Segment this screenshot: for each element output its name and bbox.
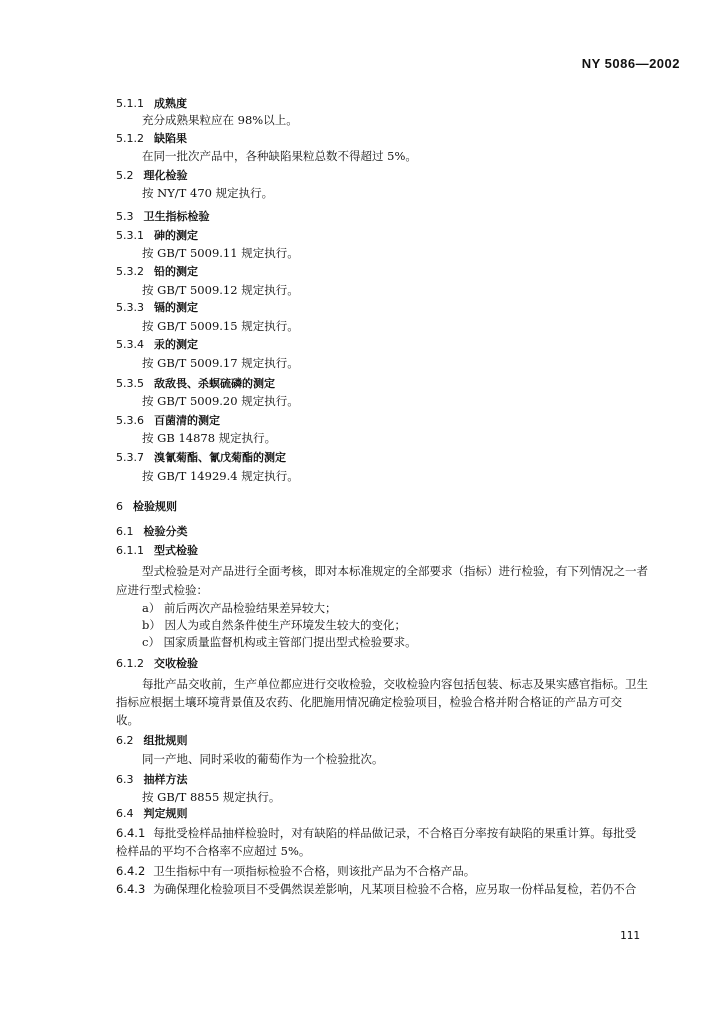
section-heading [116,300,198,315]
section-heading [116,131,187,146]
clause-number: 6.4.3 [116,882,146,896]
section-number: 6 [116,500,123,513]
section-number: 5.3.6 [116,414,144,427]
section-number: 5.3 [116,210,134,223]
clause-text: 卫生指标中有一项指标检验不合格，则该批产品为不合格产品。 [153,864,476,878]
section-title: 百菌清的测定 [154,414,220,427]
section-heading [116,376,275,391]
paragraph-line: 按 GB/T 5009.11 规定执行。 [142,246,299,260]
section-heading [116,228,198,243]
section-title: 检验分类 [143,525,188,538]
list-item: c） 国家质量监督机构或主管部门提出型式检验要求。 [142,635,417,649]
clause-text: 为确保理化检验项目不受偶然误差影响，凡某项目检验不合格，应另取一份样品复检，若仍不合 [153,882,637,896]
paragraph-line: 按 GB/T 5009.12 规定执行。 [142,283,299,297]
section-title: 检验规则 [133,500,177,513]
section-heading [116,264,198,279]
section-title: 型式检验 [154,544,198,557]
section-number: 5.3.7 [116,451,144,464]
section-heading [116,543,198,558]
paragraph-line: 收。 [116,713,139,727]
section-number: 5.3.5 [116,377,144,390]
section-title: 抽样方法 [143,773,188,786]
section-title: 理化检验 [143,169,188,182]
paragraph-line: 在同一批次产品中，各种缺陷果粒总数不得超过 5%。 [142,149,417,163]
section-number: 6.4 [116,807,134,820]
section-title: 汞的测定 [154,338,198,351]
section-heading [116,772,188,787]
paragraph-line: 按 GB 14878 规定执行。 [142,431,277,445]
paragraph-line: 充分成熟果粒应在 98%以上。 [142,113,298,127]
section-title: 判定规则 [143,807,188,820]
section-title: 交收检验 [154,657,198,670]
section-heading [116,806,188,821]
paragraph-line: 同一产地、同时采收的葡萄作为一个检验批次。 [142,752,384,766]
paragraph-line: 按 GB/T 8855 规定执行。 [142,790,281,804]
section-heading [116,337,198,352]
section-title: 溴氰菊酯、氰戊菊酯的测定 [154,451,286,464]
paragraph-line: 按 GB/T 14929.4 规定执行。 [142,469,299,483]
clause-text: 每批受检样品抽样检验时，对有缺陷的样品做记录，不合格百分率按有缺陷的果重计算。每批受 [153,826,637,840]
section-number: 5.2 [116,169,134,182]
section-number: 6.1 [116,525,134,538]
section-number: 5.3.3 [116,301,144,314]
section-heading [116,499,177,514]
section-heading [116,450,286,465]
section-title: 铅的测定 [154,265,198,278]
paragraph-line: 每批产品交收前，生产单位都应进行交收检验，交收检验内容包括包装、标志及果实感官指标。卫生 [142,677,648,691]
section-heading [116,733,188,748]
clause-paragraph [116,882,636,897]
section-heading [116,656,198,671]
section-number: 6.1.1 [116,544,144,557]
section-title: 砷的测定 [154,229,198,242]
paragraph-line: 按 GB/T 5009.17 规定执行。 [142,356,299,370]
section-number: 5.3.2 [116,265,144,278]
list-item: a） 前后两次产品检验结果差异较大； [142,601,337,615]
section-number: 6.3 [116,773,134,786]
list-item: b） 因人为或自然条件使生产环境发生较大的变化； [142,618,407,632]
section-title: 卫生指标检验 [143,210,210,223]
clause-paragraph [116,826,636,841]
paragraph-line: 型式检验是对产品进行全面考核，即对本标准规定的全部要求（指标）进行检验，有下列情况之一者 [142,564,648,578]
section-heading [116,524,188,539]
page-number: 111 [620,929,640,942]
section-number: 5.1.1 [116,97,144,110]
section-title: 缺陷果 [154,132,187,145]
paragraph-line: 指标应根据土壤环境背景值及农药、化肥施用情况确定检验项目，检验合格并附合格证的产品方可交 [116,695,622,709]
standard-number: NY 5086—2002 [581,56,680,71]
section-title: 镉的测定 [154,301,198,314]
section-heading [116,96,187,111]
section-number: 6.1.2 [116,657,144,670]
paragraph-line: 按 GB/T 5009.15 规定执行。 [142,319,299,333]
section-title: 成熟度 [154,97,187,110]
paragraph-line: 应进行型式检验： [116,583,208,597]
section-heading [116,168,188,183]
clause-number: 6.4.2 [116,864,146,878]
clause-paragraph [116,864,475,879]
section-number: 5.3.4 [116,338,144,351]
paragraph-line: 检样品的平均不合格率不应超过 5%。 [116,844,311,858]
section-heading [116,413,220,428]
section-heading [116,209,210,224]
section-number: 5.3.1 [116,229,144,242]
paragraph-line: 按 NY/T 470 规定执行。 [142,186,274,200]
paragraph-line: 按 GB/T 5009.20 规定执行。 [142,394,299,408]
section-number: 5.1.2 [116,132,144,145]
section-title: 组批规则 [143,734,188,747]
clause-number: 6.4.1 [116,826,146,840]
section-title: 敌敌畏、杀螟硫磷的测定 [154,377,275,390]
section-number: 6.2 [116,734,134,747]
